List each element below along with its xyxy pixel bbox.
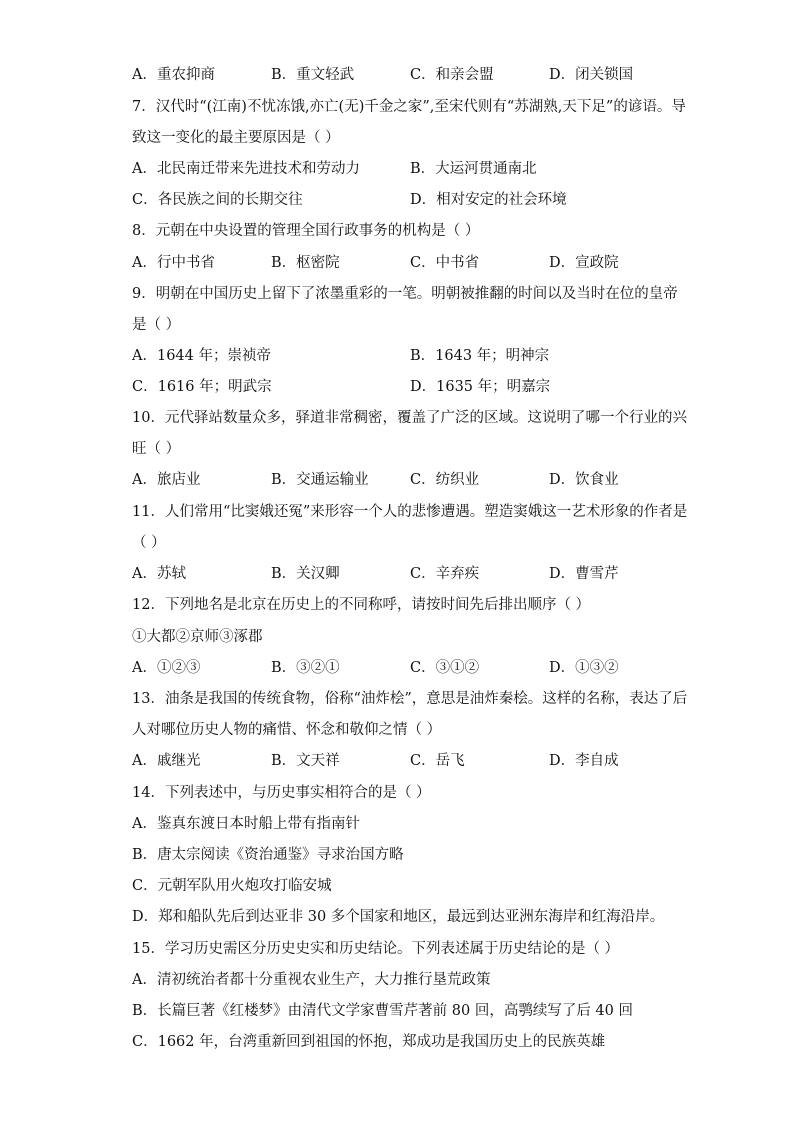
q9-option-d[interactable]: D．1635 年；明嘉宗 [410,379,551,395]
q10-option-d[interactable]: D．饮食业 [549,472,619,488]
q7-option-d[interactable]: D．相对安定的社会环境 [410,192,567,208]
q9-stem-line2: 是（ ） [132,317,181,333]
q11-option-c[interactable]: C．辛弃疾 [410,566,480,582]
q15-option-a[interactable]: A．清初统治者都十分重视农业生产，大力推行垦荒政策 [132,972,491,988]
q11-options [132,563,682,585]
q12-option-b[interactable]: B．③②① [271,660,340,676]
q13-option-b[interactable]: B．文天祥 [271,753,340,769]
q14-option-a[interactable]: A．鉴真东渡日本时船上带有指南针 [132,816,360,832]
q8-option-b[interactable]: B．枢密院 [271,255,340,271]
q12-stem-line2: ①大都②京师③涿郡 [132,629,263,645]
q10-stem-line2: 旺（ ） [132,441,181,457]
q8-stem: 8．元朝在中央设置的管理全国行政事务的机构是（ ） [132,223,480,239]
q9-option-c[interactable]: C．1616 年；明武宗 [132,379,272,395]
q7-option-c[interactable]: C．各民族之间的长期交往 [132,192,303,208]
q9-options-row1 [132,345,682,367]
q13-stem-line1: 13．油条是我国的传统食物，俗称“油炸桧”，意思是油炸秦桧。这样的名称，表达了后 [132,691,688,707]
q8-option-c[interactable]: C．中书省 [410,255,480,271]
q9-option-b[interactable]: B．1643 年；明神宗 [410,348,550,364]
q7-options-row1 [132,158,682,180]
q6-options [132,64,682,86]
q14-option-c[interactable]: C．元朝军队用火炮攻打临安城 [132,878,332,894]
q13-options [132,750,682,772]
q14-stem: 14．下列表述中，与历史事实相符合的是（ ） [132,785,431,801]
q6-option-a[interactable]: A．重农抑商 [132,67,215,83]
q10-stem-line1: 10．元代驿站数量众多，驿道非常稠密，覆盖了广泛的区域。这说明了哪一个行业的兴 [132,410,687,426]
q8-option-a[interactable]: A．行中书省 [132,255,215,271]
q11-stem-line1: 11．人们常用“比窦娥还冤”来形容一个人的悲惨遭遇。塑造窦娥这一艺术形象的作者是 [132,504,688,520]
q8-option-d[interactable]: D．宣政院 [549,255,619,271]
q12-option-a[interactable]: A．①②③ [132,660,201,676]
q13-option-c[interactable]: C．岳飞 [410,753,465,769]
q9-option-a[interactable]: A．1644 年；崇祯帝 [132,348,271,364]
q6-option-d[interactable]: D．闭关锁国 [549,67,634,83]
q12-options [132,657,682,679]
q12-option-d[interactable]: D．①③② [549,660,619,676]
q7-option-b[interactable]: B．大运河贯通南北 [410,161,537,177]
q13-option-a[interactable]: A．戚继光 [132,753,201,769]
q10-options [132,469,682,491]
q9-stem-line1: 9．明朝在中国历史上留下了浓墨重彩的一笔。明朝被推翻的时间以及当时在位的皇帝 [132,286,678,302]
q8-options [132,252,682,274]
q10-option-c[interactable]: C．纺织业 [410,472,480,488]
q10-option-a[interactable]: A．旅店业 [132,472,201,488]
q9-options-row2 [132,376,682,398]
q7-options-row2 [132,189,682,211]
q15-option-c[interactable]: C．1662 年，台湾重新回到祖国的怀抱，郑成功是我国历史上的民族英雄 [132,1034,606,1050]
q11-stem-line2: （ ） [132,535,166,551]
q14-option-b[interactable]: B．唐太宗阅读《资治通鉴》寻求治国方略 [132,847,404,863]
q11-option-b[interactable]: B．关汉卿 [271,566,340,582]
q7-stem-line1: 7．汉代时“(江南)不忧冻饿,亦亡(无)千金之家”,至宋代则有“苏湖熟,天下足”的谚语。导 [132,99,686,115]
q7-stem-line2: 致这一变化的最主要原因是（ ） [132,130,340,146]
q13-stem-line2: 人对哪位历史人物的痛惜、怀念和敬仰之情（ ） [132,722,442,738]
q12-option-c[interactable]: C．③①② [410,660,480,676]
q12-stem-line1: 12．下列地名是北京在历史上的不同称呼，请按时间先后排出顺序（ ） [132,597,591,613]
q10-option-b[interactable]: B．交通运输业 [271,472,369,488]
q6-option-c[interactable]: C．和亲会盟 [410,67,494,83]
q15-option-b[interactable]: B．长篇巨著《红楼梦》由清代文学家曹雪芹著前 80 回，高鹗续写了后 40 回 [132,1003,633,1019]
q11-option-a[interactable]: A．苏轼 [132,566,186,582]
q15-stem: 15．学习历史需区分历史史实和历史结论。下列表述属于历史结论的是（ ） [132,941,620,957]
q7-option-a[interactable]: A．北民南迁带来先进技术和劳动力 [132,161,360,177]
q14-option-d[interactable]: D．郑和船队先后到达亚非 30 多个国家和地区，最远到达亚洲东海岸和红海沿岸。 [132,909,665,925]
q13-option-d[interactable]: D．李自成 [549,753,619,769]
q11-option-d[interactable]: D．曹雪芹 [549,566,619,582]
q6-option-b[interactable]: B．重文轻武 [271,67,355,83]
